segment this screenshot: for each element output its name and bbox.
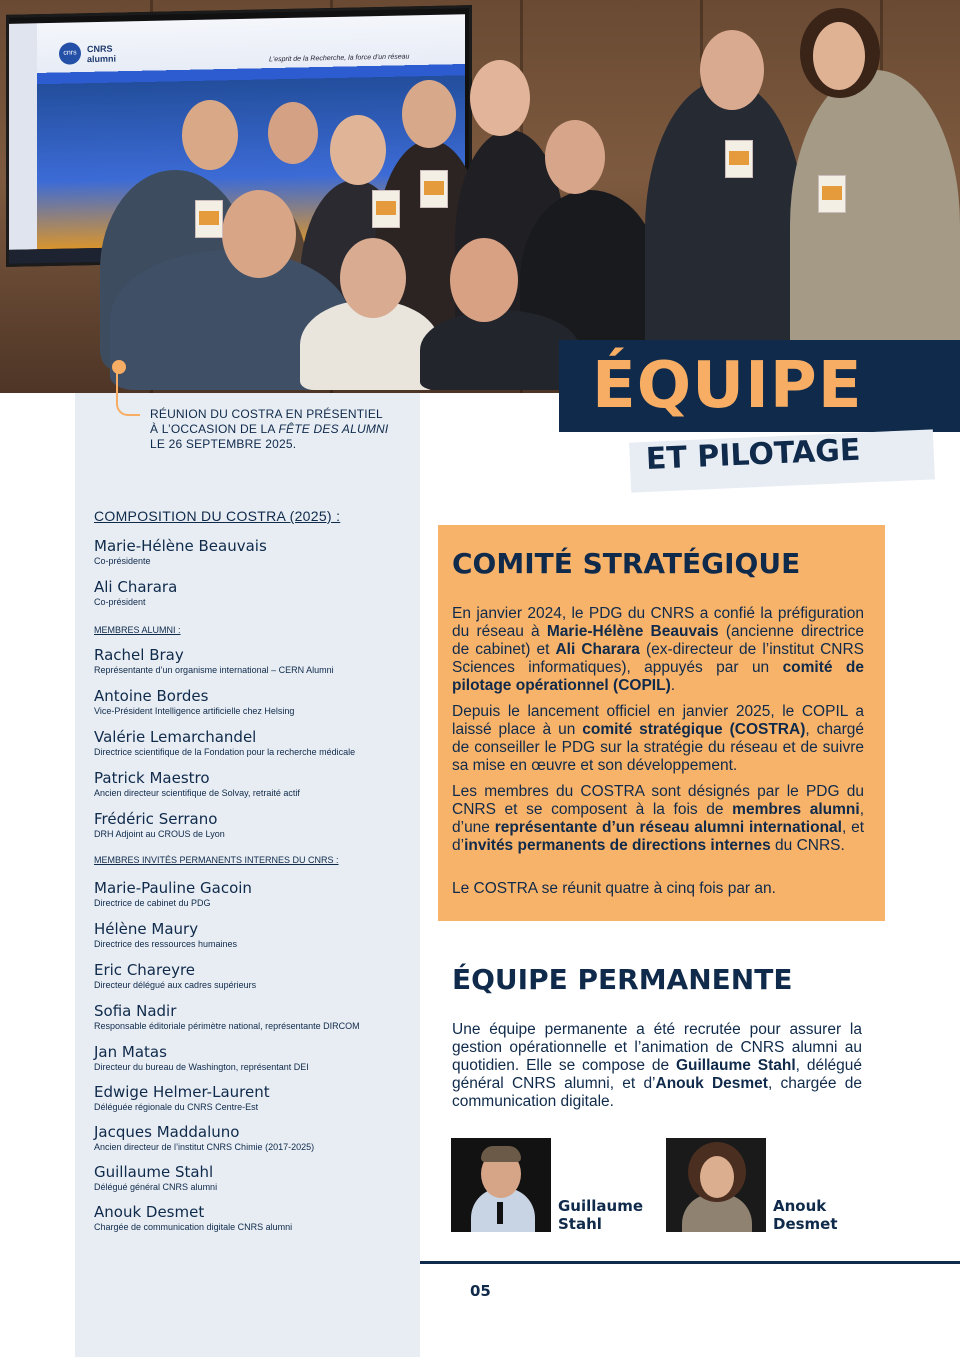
text: , délégué général CNRS alumni, et d’ bbox=[452, 1057, 863, 1092]
member-entry bbox=[94, 920, 404, 950]
member-role: Responsable éditoriale périmètre national, représentante DIRCOM bbox=[94, 1021, 360, 1031]
member-role: Co-présidente bbox=[94, 556, 151, 566]
member-name: Jan Matas bbox=[94, 1043, 167, 1061]
caption-event-name: FÊTE DES ALUMNI bbox=[278, 422, 389, 436]
member-entry bbox=[94, 646, 404, 676]
caption-line-3: LE 26 SEPTEMBRE 2025. bbox=[150, 437, 297, 451]
person-first-name: Anouk bbox=[773, 1197, 827, 1215]
highlight-term: comité stratégique (COSTRA) bbox=[582, 721, 806, 738]
member-entry bbox=[94, 879, 404, 909]
text: du CNRS. bbox=[770, 837, 845, 854]
page-subtitle: ET PILOTAGE bbox=[645, 432, 862, 477]
photo-caption bbox=[150, 407, 410, 452]
person-head bbox=[470, 60, 530, 136]
text: , et d’ bbox=[452, 819, 864, 854]
text: Depuis le lancement officiel en janvier 2025, le COPIL a laissé place à un bbox=[452, 703, 864, 738]
member-role: Directrice des ressources humaines bbox=[94, 939, 238, 949]
person-head bbox=[700, 30, 764, 110]
name-badge bbox=[420, 170, 448, 208]
member-name: Rachel Bray bbox=[94, 646, 184, 664]
member-entry bbox=[94, 1002, 404, 1032]
name-badge bbox=[372, 190, 400, 228]
highlight-name: Guillaume Stahl bbox=[675, 1057, 796, 1074]
member-entry bbox=[94, 769, 404, 799]
member-role: Délégué général CNRS alumni bbox=[94, 1182, 218, 1192]
text: Une équipe permanente a été recrutée pour assurer la gestion opérationnelle et l’animation de CNRS alumni au quotidien. Elle se compose de bbox=[452, 1021, 862, 1074]
member-role: Déléguée régionale du CNRS Centre-Est bbox=[94, 1102, 259, 1112]
member-role: Vice-Président Intelligence artificielle chez Helsing bbox=[94, 706, 295, 716]
member-name: Patrick Maestro bbox=[94, 769, 210, 787]
text: (ex-directeur de l’institut CNRS Sciences informatiques), appuyés par un bbox=[452, 641, 864, 676]
member-role: DRH Adjoint au CROUS de Lyon bbox=[94, 829, 225, 839]
person-head bbox=[182, 100, 238, 170]
microphone-icon bbox=[497, 1202, 503, 1224]
portrait-face bbox=[700, 1156, 734, 1198]
member-role: Directrice scientifique de la Fondation pour la recherche médicale bbox=[94, 747, 356, 757]
person-silhouette bbox=[790, 70, 960, 380]
highlight-name: Marie-Hélène Beauvais bbox=[546, 623, 719, 640]
member-role: Directeur délégué aux cadres supérieurs bbox=[94, 980, 257, 990]
member-name: Anouk Desmet bbox=[94, 1203, 205, 1221]
caption-line-1: RÉUNION DU COSTRA EN PRÉSENTIEL bbox=[150, 407, 383, 421]
member-name: Edwige Helmer-Laurent bbox=[94, 1083, 270, 1101]
member-entry bbox=[94, 728, 404, 758]
name-badge bbox=[195, 200, 223, 238]
name-badge bbox=[725, 140, 753, 178]
name-badge bbox=[818, 175, 846, 213]
portrait-guillaume-stahl bbox=[451, 1138, 551, 1232]
member-name: Ali Charara bbox=[94, 578, 178, 596]
member-name: Guillaume Stahl bbox=[94, 1163, 214, 1181]
screen-title-line2: alumni bbox=[87, 53, 117, 65]
member-name: Jacques Maddaluno bbox=[94, 1123, 240, 1141]
member-name: Antoine Bordes bbox=[94, 687, 209, 705]
person-first-name: Guillaume bbox=[558, 1197, 644, 1215]
member-name: Frédéric Serrano bbox=[94, 810, 218, 828]
cnrs-logo: cnrs bbox=[59, 42, 81, 64]
alumni-group-title: MEMBRES ALUMNI : bbox=[94, 625, 181, 635]
member-entry bbox=[94, 1043, 404, 1073]
text: . bbox=[670, 677, 676, 694]
member-entry bbox=[94, 537, 404, 567]
member-entry bbox=[94, 1083, 404, 1113]
person-last-name: Stahl bbox=[558, 1215, 602, 1233]
member-entry bbox=[94, 578, 404, 608]
member-role: Chargée de communication digitale CNRS alumni bbox=[94, 1222, 293, 1232]
member-entry bbox=[94, 961, 404, 991]
comite-paragraph-3 bbox=[452, 783, 864, 855]
caption-connector-icon bbox=[116, 366, 140, 416]
text: , chargée de communication digitale. bbox=[452, 1075, 862, 1110]
person-head bbox=[450, 238, 518, 322]
comite-paragraph-1 bbox=[452, 605, 864, 695]
member-name: Eric Chareyre bbox=[94, 961, 196, 979]
highlight-name: Anouk Desmet bbox=[655, 1075, 768, 1092]
member-name: Hélène Maury bbox=[94, 920, 199, 938]
page-number: 05 bbox=[470, 1282, 491, 1300]
member-entry bbox=[94, 1123, 404, 1153]
person-head bbox=[268, 102, 318, 164]
person-head bbox=[813, 22, 865, 90]
member-name: Marie-Pauline Gacoin bbox=[94, 879, 252, 897]
person-name-guillaume bbox=[558, 1197, 643, 1233]
portrait-anouk-desmet bbox=[666, 1138, 766, 1232]
portrait-hair bbox=[481, 1146, 521, 1162]
footer-divider bbox=[420, 1261, 960, 1264]
screen-sidebar bbox=[9, 23, 37, 250]
member-role: Co-président bbox=[94, 597, 146, 607]
member-name: Marie-Hélène Beauvais bbox=[94, 537, 267, 555]
equipe-heading: ÉQUIPE PERMANENTE bbox=[452, 963, 793, 996]
screen-title-line1: CNRS bbox=[87, 43, 113, 55]
person-head bbox=[340, 238, 406, 318]
highlight-name: Ali Charara bbox=[555, 641, 640, 658]
person-head bbox=[330, 115, 386, 185]
text: En janvier 2024, le PDG du CNRS a confié la préfiguration du réseau à bbox=[452, 605, 864, 640]
member-entry bbox=[94, 1203, 404, 1233]
member-role: Ancien directeur scientifique de Solvay, retraité actif bbox=[94, 788, 300, 798]
comite-paragraph-4: Le COSTRA se réunit quatre à cinq fois par an. bbox=[452, 880, 776, 897]
person-silhouette bbox=[420, 310, 580, 390]
composition-title: COMPOSITION DU COSTRA (2025) : bbox=[94, 508, 341, 524]
highlight-term: comité de pilotage opérationnel (COPIL) bbox=[452, 659, 864, 694]
equipe-paragraph bbox=[452, 1021, 862, 1111]
highlight-term: représentante d’un réseau alumni international bbox=[494, 819, 842, 836]
member-entry bbox=[94, 810, 404, 840]
comite-heading: COMITÉ STRATÉGIQUE bbox=[452, 547, 801, 580]
person-name-anouk bbox=[773, 1197, 838, 1233]
person-head bbox=[402, 80, 456, 148]
member-role: Directrice de cabinet du PDG bbox=[94, 898, 211, 908]
text: , d’une bbox=[452, 801, 864, 836]
member-role: Ancien directeur de l’institut CNRS Chimie (2017-2025) bbox=[94, 1142, 315, 1152]
text: Les membres du COSTRA sont désignés par le PDG du CNRS et se composent à la fois de bbox=[452, 783, 864, 818]
page-title: ÉQUIPE bbox=[592, 349, 863, 423]
person-silhouette bbox=[645, 80, 805, 380]
person-head bbox=[222, 190, 296, 278]
member-name: Sofia Nadir bbox=[94, 1002, 177, 1020]
member-name: Valérie Lemarchandel bbox=[94, 728, 257, 746]
internal-group-title: MEMBRES INVITÉS PERMANENTS INTERNES DU CNRS : bbox=[94, 855, 339, 865]
screen-tagline: L'esprit de la Recherche, la force d'un réseau bbox=[269, 53, 410, 64]
member-role: Directeur du bureau de Washington, représentant DEI bbox=[94, 1062, 309, 1072]
caption-line-2-prefix: À L’OCCASION DE LA bbox=[150, 422, 279, 436]
member-role: Représentante d’un organisme international – CERN Alumni bbox=[94, 665, 334, 675]
member-entry bbox=[94, 687, 404, 717]
hero-photo bbox=[0, 0, 960, 393]
text: , chargé de conseiller le PDG sur la stratégie du réseau et de suivre sa mise en œuvre et son développement. bbox=[452, 721, 864, 774]
person-head bbox=[545, 120, 605, 194]
text: (ancienne directrice de cabinet) et bbox=[452, 623, 865, 658]
highlight-term: membres alumni bbox=[732, 801, 860, 818]
member-entry bbox=[94, 1163, 404, 1193]
person-last-name: Desmet bbox=[773, 1215, 838, 1233]
comite-paragraph-2 bbox=[452, 703, 864, 775]
highlight-term: invités permanents de directions internes bbox=[464, 837, 771, 854]
screen-site-title bbox=[87, 44, 116, 65]
